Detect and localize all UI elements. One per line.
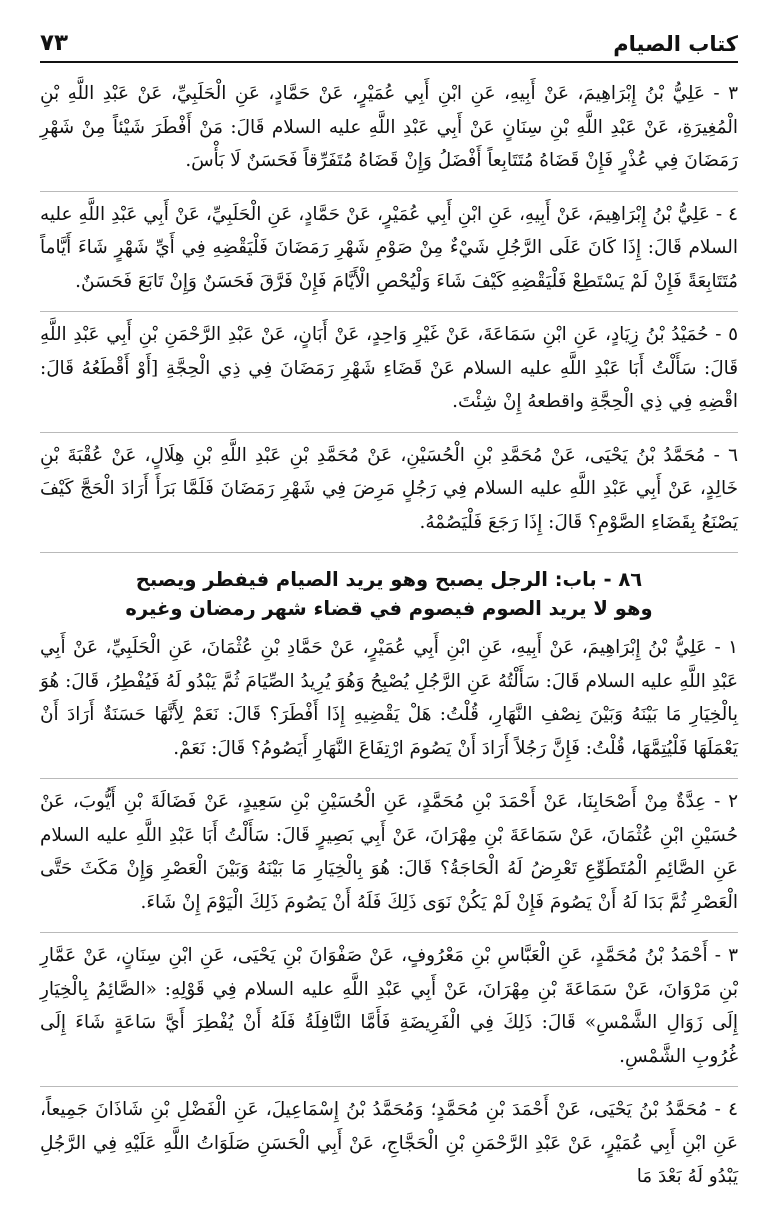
chapter-heading-line: ٨٦ - باب: الرجل يصبح وهو يريد الصيام فيفطر ويصبح [135, 568, 643, 591]
hadith-paragraph: ٤ - عَلِيُّ بْنُ إِبْرَاهِيمَ، عَنْ أَبِيهِ، عَنِ ابْنِ أَبِي عُمَيْرٍ، عَنْ حَمَّادٍ، عَنِ الْحَلَبِيِّ، عَنْ أَبِي عَبْدِ اللَّهِ عليه السلام قَالَ: إِذَا كَانَ عَلَى الرَّجُلِ شَيْءٌ مِنْ صَوْمِ شَهْرِ رَمَضَانَ فَلْيَقْضِهِ فِي أَيِّ شَهْرٍ شَاءَ أَيَّاماً مُتَتَابِعَةً فَإِنْ لَمْ يَسْتَطِعْ فَلْيَقْضِهِ كَيْفَ شَاءَ وَلْيُحْصِ الْأَيَّامَ فَإِنْ فَرَّقَ فَحَسَنٌ وَإِنْ تَابَعَ فَحَسَنٌ. [40, 191, 738, 312]
hadith-paragraph: ٦ - مُحَمَّدُ بْنُ يَحْيَى، عَنْ مُحَمَّدِ بْنِ الْحُسَيْنِ، عَنْ مُحَمَّدِ بْنِ عَبْدِ اللَّهِ بْنِ هِلَالٍ، عَنْ عُقْبَةَ بْنِ خَالِدٍ، عَنْ أَبِي عَبْدِ اللَّهِ عليه السلام فِي رَجُلٍ مَرِضَ فِي شَهْرِ رَمَضَانَ فَلَمَّا بَرَأَ أَرَادَ الْحَجَّ كَيْفَ يَصْنَعُ بِقَضَاءِ الصَّوْمِ؟ قَالَ: إِذَا رَجَعَ فَلْيَصُمْهُ. [40, 432, 738, 553]
hadith-paragraph: ٤ - مُحَمَّدُ بْنُ يَحْيَى، عَنْ أَحْمَدَ بْنِ مُحَمَّدٍ؛ وَمُحَمَّدُ بْنُ إِسْمَاعِيلَ، عَنِ الْفَضْلِ بْنِ شَاذَانَ جَمِيعاً، عَنِ ابْنِ أَبِي عُمَيْرٍ، عَنْ عَبْدِ الرَّحْمَنِ بْنِ الْحَجَّاجِ، عَنْ أَبِي الْحَسَنِ صَلَوَاتُ اللَّهِ عَلَيْهِ فِي الرَّجُلِ يَبْدُو لَهُ بَعْدَ مَا [40, 1086, 738, 1207]
hadith-paragraph: ٣ - أَحْمَدُ بْنُ مُحَمَّدٍ، عَنِ الْعَبَّاسِ بْنِ مَعْرُوفٍ، عَنْ صَفْوَانَ بْنِ يَحْيَى، عَنِ ابْنِ سِنَانٍ، عَنْ عَمَّارِ بْنِ مَرْوَانَ، عَنْ سَمَاعَةَ بْنِ مِهْرَانَ، عَنْ أَبِي عَبْدِ اللَّهِ عليه السلام فِي قَوْلِهِ: «الصَّائِمُ بِالْخِيَارِ إِلَى زَوَالِ الشَّمْسِ» قَالَ: ذَلِكَ فِي الْفَرِيضَةِ فَأَمَّا النَّافِلَةُ فَلَهُ أَنْ يُفْطِرَ أَيَّ سَاعَةٍ شَاءَ إِلَى غُرُوبِ الشَّمْسِ. [40, 932, 738, 1086]
hadith-paragraph: ٣ - عَلِيُّ بْنُ إِبْرَاهِيمَ، عَنْ أَبِيهِ، عَنِ ابْنِ أَبِي عُمَيْرٍ، عَنْ حَمَّادٍ، عَنِ الْحَلَبِيِّ، عَنْ عَبْدِ اللَّهِ بْنِ الْمُغِيرَةِ، عَنْ عَبْدِ اللَّهِ بْنِ سِنَانٍ عَنْ أَبِي عَبْدِ اللَّهِ عليه السلام قَالَ: مَنْ أَفْطَرَ شَيْئاً مِنْ شَهْرِ رَمَضَانَ فِي عُذْرٍ فَإِنْ قَضَاهُ مُتَتَابِعاً أَفْضَلُ وَإِنْ قَضَاهُ مُتَفَرِّقاً فَحَسَنٌ لَا بَأْسَ. [40, 83, 739, 171]
hadith-paragraph: ١ - عَلِيُّ بْنُ إِبْرَاهِيمَ، عَنْ أَبِيهِ، عَنِ ابْنِ أَبِي عُمَيْرٍ، عَنْ حَمَّادِ بْنِ عُثْمَانَ، عَنِ الْحَلَبِيِّ، عَنْ أَبِي عَبْدِ اللَّهِ عليه السلام قَالَ: سَأَلْتُهُ عَنِ الرَّجُلِ يُصْبِحُ وَهُوَ يُرِيدُ الصِّيَامَ ثُمَّ يَبْدُو لَهُ فَيُفْطِرُ، قَالَ: هُوَ بِالْخِيَارِ مَا بَيْنَهُ وَبَيْنَ نِصْفِ النَّهَارِ، قُلْتُ: هَلْ يَقْضِيهِ إِذَا أَفْطَرَ؟ قَالَ: نَعَمْ لِأَنَّهَا حَسَنَةٌ أَرَادَ أَنْ يَعْمَلَهَا فَلْيُتِمَّهَا، قُلْتُ: فَإِنَّ رَجُلاً أَرَادَ أَنْ يَصُومَ ارْتِفَاعَ النَّهَارِ أَيَصُومُ؟ قَالَ: نَعَمْ. [40, 637, 738, 759]
hadith-paragraph: ٥ - حُمَيْدُ بْنُ زِيَادٍ، عَنِ ابْنِ سَمَاعَةَ، عَنْ غَيْرِ وَاحِدٍ، عَنْ أَبَانٍ، عَنْ عَبْدِ الرَّحْمَنِ بْنِ أَبِي عَبْدِ اللَّهِ قَالَ: سَأَلْتُ أَبَا عَبْدِ اللَّهِ عليه السلام عَنْ قَضَاءِ شَهْرِ رَمَضَانَ فِي ذِي الْحِجَّةِ [أَوْ أَقْطَعُهُ قَالَ: اقْضِهِ فِي ذِي الْحِجَّةِ واقطعهُ إِنْ شِئْتَ. [40, 311, 738, 432]
chapter-heading-line: وهو لا يريد الصوم فيصوم في قضاء شهر رمضان وغيره [125, 597, 653, 620]
running-header [40, 26, 738, 63]
chapter-heading [40, 552, 738, 631]
hadith-paragraph: ٢ - عِدَّةٌ مِنْ أَصْحَابِنَا، عَنْ أَحْمَدَ بْنِ مُحَمَّدٍ، عَنِ الْحُسَيْنِ بْنِ سَعِيدٍ، عَنْ فَضَالَةَ بْنِ أَيُّوبَ، عَنْ حُسَيْنِ ابْنِ عُثْمَانَ، عَنْ سَمَاعَةَ بْنِ مِهْرَانَ، عَنْ أَبِي بَصِيرٍ قَالَ: سَأَلْتُ أَبَا عَبْدِ اللَّهِ عليه السلام عَنِ الصَّائِمِ الْمُتَطَوِّعِ تَعْرِضُ لَهُ الْحَاجَةُ؟ قَالَ: هُوَ بِالْخِيَارِ مَا بَيْنَهُ وَبَيْنَ الْعَصْرِ وَإِنْ مَكَثَ حَتَّى الْعَصْرِ ثُمَّ بَدَا لَهُ أَنْ يَصُومَ فَإِنْ لَمْ يَكُنْ نَوَى ذَلِكَ فَلَهُ أَنْ يَصُومَ ذَلِكَ الْيَوْمَ إِنْ شَاءَ. [40, 778, 738, 932]
header-title: كتاب الصيام [613, 32, 738, 56]
page-number: ٧٣ [40, 30, 69, 56]
page-content [40, 77, 738, 1207]
